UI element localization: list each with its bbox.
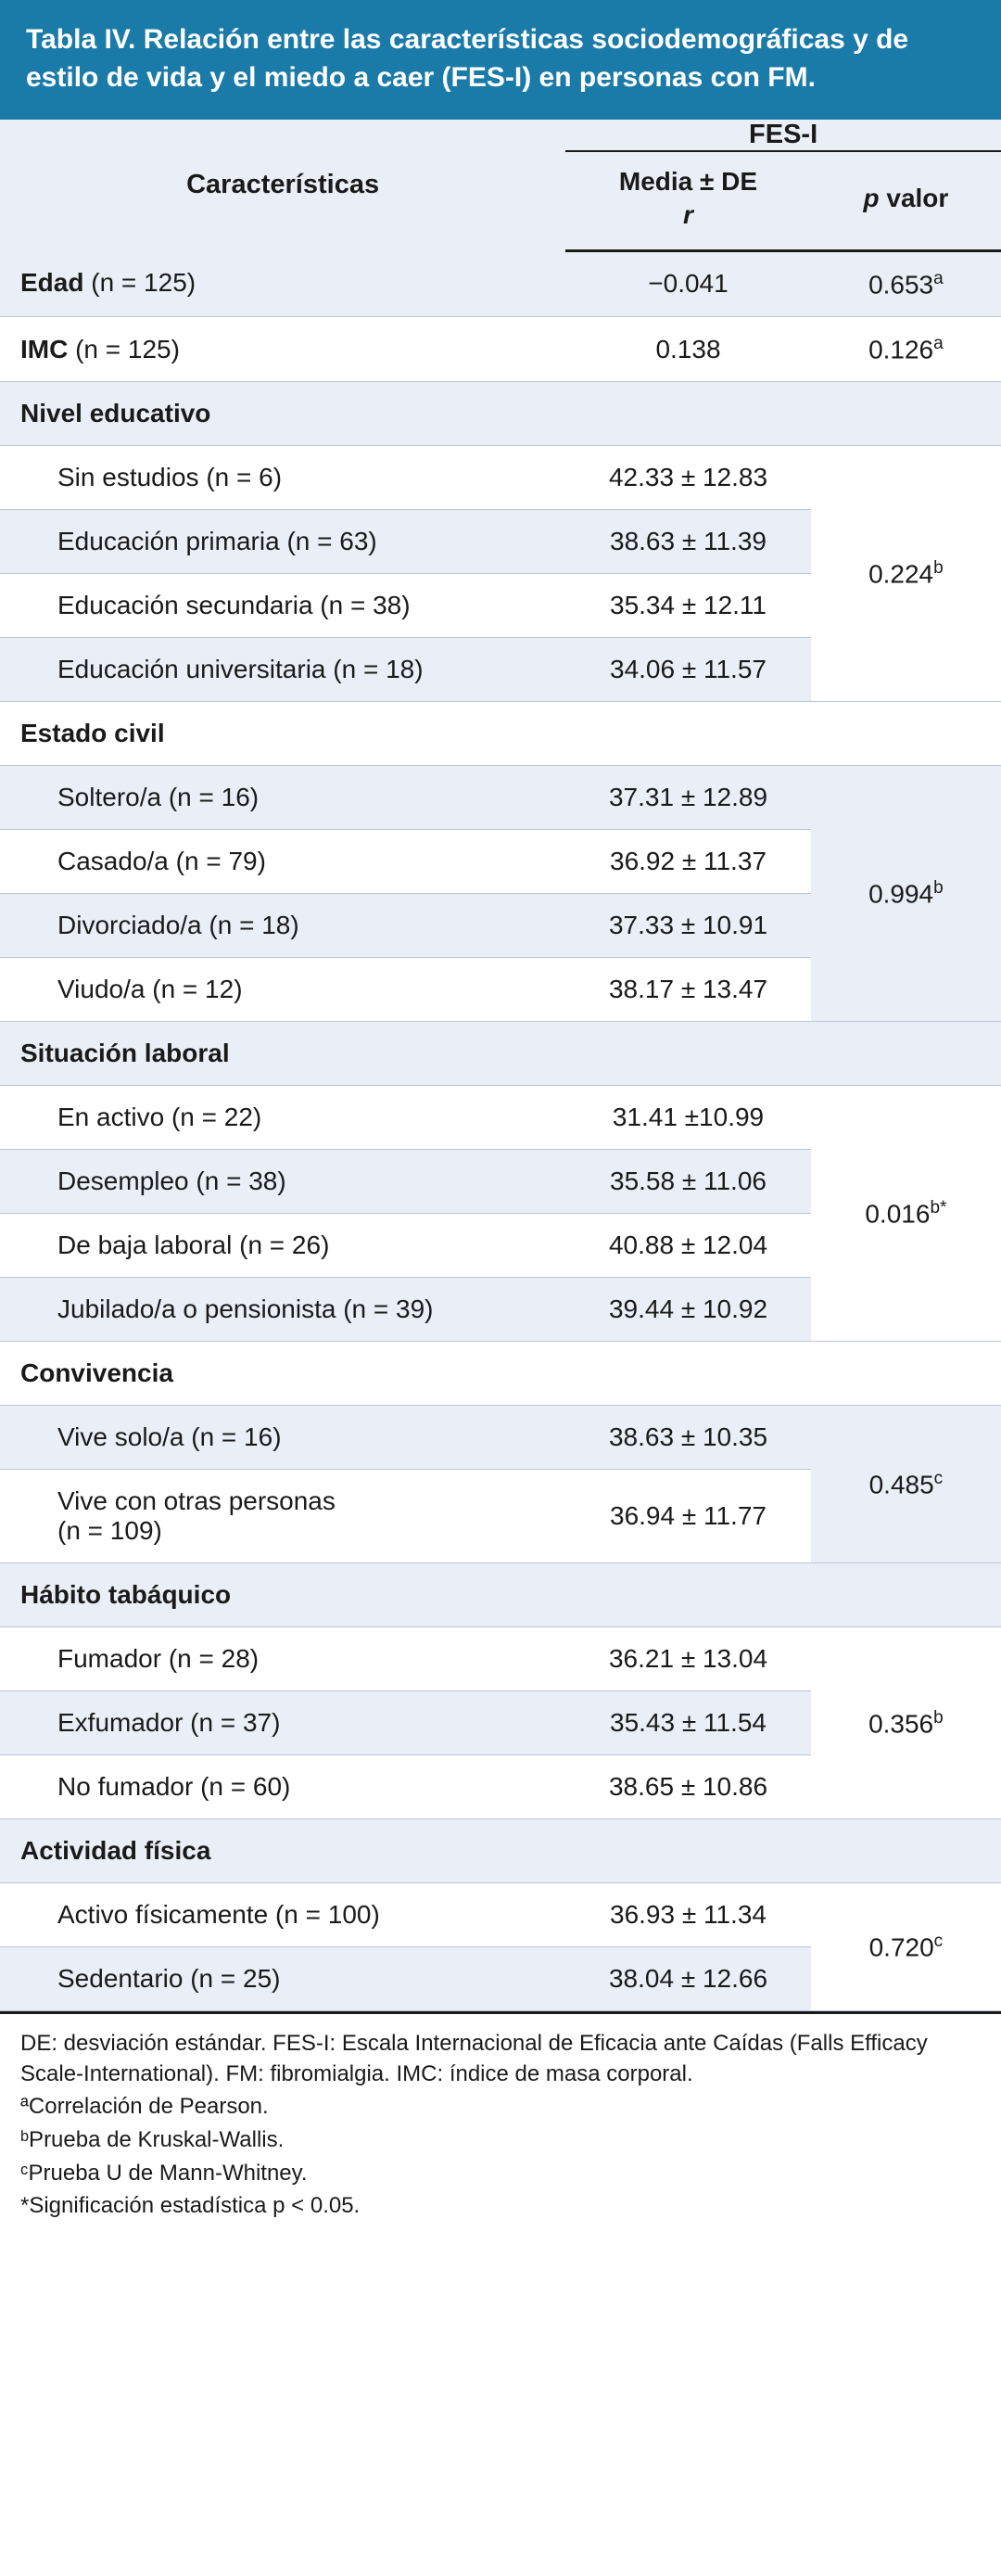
header-p-rest: valor (879, 183, 949, 212)
table-row (0, 1627, 1001, 1691)
group-title: Convivencia (0, 1342, 1001, 1406)
table-row (0, 446, 1001, 510)
row-value: 38.65 ± 10.86 (565, 1755, 811, 1819)
row-value: 36.94 ± 11.77 (565, 1470, 811, 1563)
row-value: 35.43 ± 11.54 (565, 1691, 811, 1755)
group-pvalue: 0.994$^b$ (811, 766, 1001, 1022)
row-label: Soltero/a (n = 16) (0, 766, 565, 830)
row-label: No fumador (n = 60) (0, 1755, 565, 1819)
table-footnotes (0, 2011, 1001, 2245)
footnote-2: ᵇPrueba de Kruskal-Wallis. (20, 2127, 285, 2153)
row-label: Viudo/a (n = 12) (0, 958, 565, 1022)
header-mean-sd (565, 151, 811, 250)
row-label: Desempleo (n = 38) (0, 1150, 565, 1214)
table-caption: Tabla IV. Relación entre las características sociodemográficas y de estilo de vida y el miedo a caer (FES-I) en personas con FM. (0, 0, 1001, 120)
row-label: Vive solo/a (n = 16) (0, 1406, 565, 1470)
group-title: Actividad física (0, 1819, 1001, 1883)
header-r: r (683, 200, 693, 230)
row-label: Educación primaria (n = 63) (0, 510, 565, 574)
row-value: 42.33 ± 12.83 (565, 446, 811, 510)
row-value: 34.06 ± 11.57 (565, 638, 811, 702)
row-label: De baja laboral (n = 26) (0, 1214, 565, 1278)
row-value: 39.44 ± 10.92 (565, 1278, 811, 1342)
footnote-1: ªCorrelación de Pearson. (20, 2094, 269, 2120)
row-value: 38.17 ± 13.47 (565, 958, 811, 1022)
row-label: Educación secundaria (n = 38) (0, 574, 565, 638)
group-pvalue: 0.485$^c$ (811, 1406, 1001, 1563)
row-value: 40.88 ± 12.04 (565, 1214, 811, 1278)
table-head (0, 120, 1001, 250)
row-label: Divorciado/a (n = 18) (0, 894, 565, 958)
group-title: Estado civil (0, 702, 1001, 766)
row-value: 38.63 ± 11.39 (565, 510, 811, 574)
data-table (0, 120, 1001, 2011)
row-value: 36.21 ± 13.04 (565, 1627, 811, 1691)
row-value: 31.41 ±10.99 (565, 1086, 811, 1150)
group-header-row (0, 382, 1001, 446)
row-value: 38.63 ± 10.35 (565, 1406, 811, 1470)
group-pvalue: 0.356$^b$ (811, 1627, 1001, 1819)
table-body (0, 250, 1001, 2011)
row-label: Edad (n = 125) (0, 250, 565, 316)
table-row (0, 250, 1001, 316)
header-characteristics: Características (0, 120, 565, 250)
group-pvalue: 0.224$^b$ (811, 446, 1001, 702)
row-pvalue: 0.126$^a$ (811, 316, 1001, 381)
table-row (0, 766, 1001, 830)
row-value: 0.138 (565, 316, 811, 381)
row-label: Educación universitaria (n = 18) (0, 638, 565, 702)
header-fesi: FES-I (565, 120, 1001, 151)
row-label: Exfumador (n = 37) (0, 1691, 565, 1755)
row-label: En activo (n = 22) (0, 1086, 565, 1150)
header-row-top (0, 120, 1001, 151)
table-row (0, 316, 1001, 381)
group-title: Nivel educativo (0, 382, 1001, 446)
group-header-row (0, 1022, 1001, 1086)
row-value: 35.58 ± 11.06 (565, 1150, 811, 1214)
group-header-row (0, 1342, 1001, 1406)
row-value: 35.34 ± 12.11 (565, 574, 811, 638)
group-pvalue: $0.016^{b*}$ (811, 1086, 1001, 1342)
row-label: Sedentario (n = 25) (0, 1947, 565, 2011)
group-title: Hábito tabáquico (0, 1563, 1001, 1627)
row-pvalue: 0.653$^a$ (811, 250, 1001, 316)
table-row (0, 1086, 1001, 1150)
header-p-italic: p (863, 183, 880, 212)
row-label: Sin estudios (n = 6) (0, 446, 565, 510)
row-label: Vive con otras personas (n = 109) (0, 1470, 565, 1563)
header-mean-sd-line1: Media ± DE (618, 166, 758, 196)
group-header-row (0, 702, 1001, 766)
group-header-row (0, 1563, 1001, 1627)
row-value: 36.93 ± 11.34 (565, 1883, 811, 1947)
row-value: 36.92 ± 11.37 (565, 830, 811, 894)
header-p-value (811, 151, 1001, 250)
footnote-4: *Significación estadística p < 0.05. (20, 2193, 361, 2219)
group-pvalue: 0.720$^c$ (811, 1883, 1001, 2011)
row-label: Fumador (n = 28) (0, 1627, 565, 1691)
row-value: 38.04 ± 12.66 (565, 1947, 811, 2011)
footnote-0: DE: desviación estándar. FES-I: Escala Internacional de Eficacia ante Caídas (Falls Efficacy Scale-International). FM: fibromialgia. IMC: índice de masa corporal. (20, 2031, 928, 2086)
row-value: 37.33 ± 10.91 (565, 894, 811, 958)
group-header-row (0, 1819, 1001, 1883)
footnote-3: ᶜPrueba U de Mann-Whitney. (20, 2160, 308, 2186)
row-label: IMC (n = 125) (0, 316, 565, 381)
row-value: 37.31 ± 12.89 (565, 766, 811, 830)
row-label: Activo físicamente (n = 100) (0, 1883, 565, 1947)
group-title: Situación laboral (0, 1022, 1001, 1086)
row-label: Jubilado/a o pensionista (n = 39) (0, 1278, 565, 1342)
table-row (0, 1883, 1001, 1947)
table-row (0, 1406, 1001, 1470)
row-label: Casado/a (n = 79) (0, 830, 565, 894)
row-value: −0.041 (565, 250, 811, 316)
